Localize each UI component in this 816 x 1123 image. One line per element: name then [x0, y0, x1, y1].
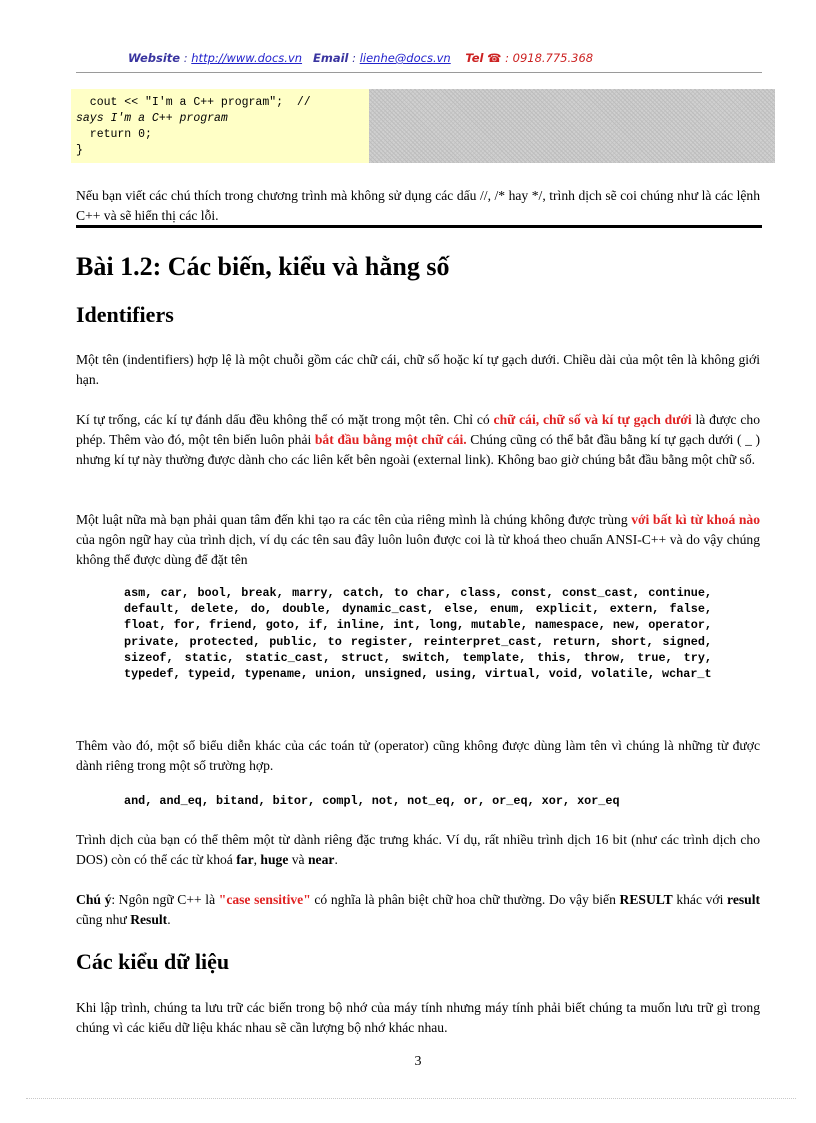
page-number: 3 [414, 1054, 422, 1069]
phone-icon: ☎ [487, 51, 502, 65]
footer-divider [26, 1098, 796, 1099]
email-label: Email [313, 51, 349, 65]
case-sensitive-note: Chú ý: Ngôn ngữ C++ là "case sensitive" có nghĩa là phân biệt chữ hoa chữ thường. Do vậy biến RESULT khác với result cũng như Result. [76, 892, 761, 927]
keyword-rule: Một luật nữa mà bạn phải quan tâm đến khi tạo ra các tên của riêng mình là chúng không được trùng với bất kì từ khoá nào của ngôn ngữ hay của trình dịch, ví dụ các tên sau đây luôn luôn được coi là từ khoá theo chuẩn ANSI-C++ và do vậy chúng không thể được dùng để đặt tên [76, 512, 760, 567]
tel-value: : 0918.775.368 [501, 51, 594, 65]
operator-paragraph: Thêm vào đó, một số biểu diễn khác của các toán tử (operator) cũng không được dùng làm tên vì chúng là những từ được dành riêng trong một số trường hợp. [76, 738, 760, 773]
operator-keywords: and, and_eq, bitand, bitor, compl, not, not_eq, or, or_eq, xor, xor_eq [124, 794, 620, 808]
section-divider [76, 225, 762, 228]
lesson-title: Bài 1.2: Các biến, kiểu và hằng số [76, 252, 450, 281]
identifiers-heading: Identifiers [76, 302, 174, 327]
code-line-3: return 0; [76, 128, 152, 141]
comment-error-paragraph: Nếu bạn viết các chú thích trong chương trình mà không sử dụng các dấu //, /* hay */, trình dịch sẽ coi chúng như là các lệnh C++ và sẽ hiển thị các lỗi. [76, 188, 760, 223]
website-label: Website [128, 51, 181, 65]
email-colon: : [348, 51, 360, 65]
code-line-2: says I'm a C++ program [76, 112, 228, 125]
tel-label: Tel [465, 51, 484, 65]
website-colon: : [180, 51, 192, 65]
code-example [71, 89, 775, 163]
code-panel [71, 89, 369, 163]
website-link[interactable]: http://www.docs.vn [191, 51, 303, 65]
code-line-1: cout << "I'm a C++ program"; // [76, 96, 311, 109]
page-header [76, 50, 762, 73]
code-line-4: } [76, 144, 83, 157]
compiler-keywords: Trình dịch của bạn có thể thêm một từ dành riêng đặc trưng khác. Ví dụ, rất nhiều trình dịch 16 bit (như các trình dịch cho DOS) còn có thể các từ khoá far, huge và near. [76, 832, 760, 867]
reserved-keywords: asm, car, bool, break, marry, catch, to char, class, const, const_cast, continue, default, delete, do, double, dynamic_cast, else, enum, explicit, extern, false, float, for, friend, goto, if, inline, int, long, mutable, namespace, new, operator, private, protected, public, to register, reinterpret_cast, return, short, signed, sizeof, static, static_cast, struct, switch, template, this, throw, true, try, typedef, typeid, typename, union, unsigned, using, virtual, void, volatile, wchar_t [124, 586, 712, 682]
datatypes-intro: Khi lập trình, chúng ta lưu trữ các biến trong bộ nhớ của máy tính nhưng máy tính phải biết chúng ta muốn lưu trữ gì trong chúng vì các kiểu dữ liệu khác nhau sẽ cần lượng bộ nhớ khác nhau. [76, 1000, 760, 1035]
datatypes-heading: Các kiểu dữ liệu [76, 949, 230, 974]
code-output-panel [369, 89, 775, 163]
identifiers-rules: Kí tự trống, các kí tự đánh dấu đều không thể có mặt trong một tên. Chỉ có chữ cái, chữ số và kí tự gạch dưới là được cho phép. Thêm vào đó, một tên biến luôn phải bắt đầu bằng một chữ cái. Chúng cũng có thể bắt đầu bằng kí tự gạch dưới ( _ ) nhưng kí tự này thường được dành cho các liên kết bên ngoài (external link). Không bao giờ chúng bắt đầu bằng một chữ số. [76, 412, 760, 467]
email-link[interactable]: lienhe@docs.vn [359, 51, 451, 65]
identifiers-definition: Một tên (indentifiers) hợp lệ là một chuỗi gồm các chữ cái, chữ số hoặc kí tự gạch dưới. Chiều dài của một tên là không giới hạn. [76, 352, 760, 387]
